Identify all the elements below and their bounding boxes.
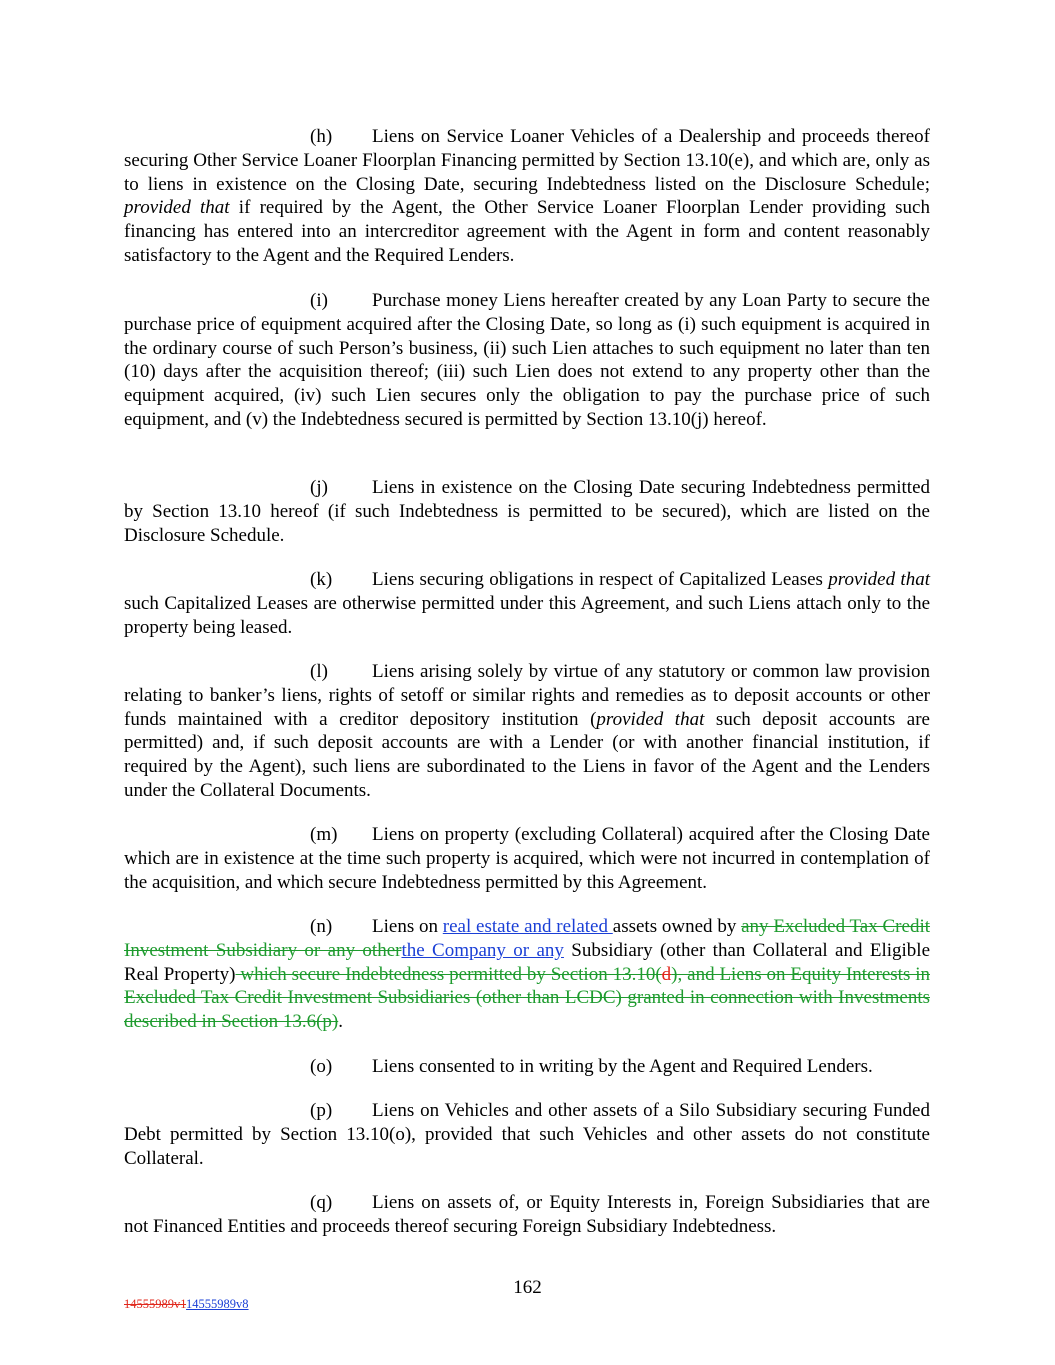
- inserted-text: real estate and related: [442, 916, 613, 937]
- paragraph-l: [124, 660, 930, 803]
- paragraph-h: [124, 125, 930, 268]
- paragraph-text: Liens on: [372, 916, 443, 937]
- paragraph-label: (p): [310, 1100, 333, 1121]
- paragraph-text: Liens on assets of, or Equity Interests in, Foreign Subsidiaries that are not Financed Entities and proceeds thereof securing Foreign Subsidiary Indebtedness.: [124, 1192, 930, 1237]
- paragraph-label: (n): [310, 916, 333, 937]
- paragraph-text: assets owned by: [612, 916, 742, 937]
- italic-text: provided that: [124, 197, 230, 219]
- paragraph-text: Liens on property (excluding Collateral) acquired after the Closing Date which are in existence at the time such property is acquired, which were not incurred in contemplation of the acquisition, and which secure Indebtedness permitted by this Agreement.: [124, 824, 930, 893]
- paragraph-text: Subsidiary (other than Collateral and Eligible Real Property): [124, 939, 930, 985]
- deleted-text-red: d: [661, 963, 672, 985]
- paragraph-text: Liens securing obligations in respect of Capitalized Leases: [372, 569, 829, 590]
- paragraph-label: (l): [310, 661, 328, 682]
- paragraph-j: [124, 476, 930, 547]
- paragraph-label: (m): [310, 824, 338, 845]
- paragraph-text: Liens consented to in writing by the Agent and Required Lenders.: [372, 1056, 873, 1077]
- paragraph-text: such Capitalized Leases are otherwise permitted under this Agreement, and such Liens attach only to the property being leased.: [124, 592, 930, 638]
- paragraph-i: [124, 289, 930, 432]
- paragraph-k: [124, 568, 930, 639]
- paragraph-text: Liens on Vehicles and other assets of a Silo Subsidiary securing Funded Debt permitted by Section 13.10(o), provided that such Vehicles and other assets do not constitute Collateral.: [124, 1100, 930, 1169]
- paragraph-text: Purchase money Liens hereafter created by any Loan Party to secure the purchase price of equipment acquired after the Closing Date, so long as (i) such equipment is acquired in the ordinary course of such Person’s business, (ii) such Lien attaches to such equipment no later than ten (10) days after the acquisition thereof; (iii) such Lien does not extend to any property other than the equipment acquired, (iv) such Lien secures only the obligation to pay the purchase price of such equipment, and (v) the Indebtedness secured is permitted by Section 13.10(j) hereof.: [124, 290, 930, 430]
- paragraph-label: (j): [310, 477, 328, 498]
- deleted-text: ), and Liens on Equity Interests in Excluded Tax Credit Investment Subsidiaries (other than LCDC) granted in connection with Investments described in Section 13.6(p): [124, 963, 930, 1033]
- paragraph-text: such deposit accounts are permitted) and, if such deposit accounts are with a Lender (or with another financial institution, if required by the Agent), such liens are subordinated to the Liens in favor of the Agent and the Lenders under the Collateral Documents.: [124, 708, 930, 801]
- paragraph-text: Liens arising solely by virtue of any statutory or common law provision relating to banker’s liens, rights of setoff or similar rights and remedies as to deposit accounts or other funds maintained with a creditor depository institution (: [124, 661, 930, 730]
- paragraph-text: if required by the Agent, the Other Service Loaner Floorplan Lender providing such financing has entered into an intercreditor agreement with the Agent in form and content reasonably satisfactory to the Agent and the Required Lenders.: [124, 197, 930, 266]
- document-id-inserted: 14555989v8: [186, 1297, 249, 1311]
- paragraph-o: [124, 1055, 930, 1079]
- paragraph-label: (i): [310, 290, 328, 311]
- italic-text: provided that: [828, 569, 930, 590]
- paragraph-label: (q): [310, 1192, 333, 1213]
- italic-text: provided that: [596, 708, 705, 730]
- paragraph-text: .: [338, 1011, 343, 1033]
- paragraph-label: (h): [310, 126, 333, 147]
- paragraph-label: (o): [310, 1056, 333, 1077]
- paragraph-m: [124, 823, 930, 894]
- document-id: [124, 1297, 249, 1312]
- deleted-text: which secure Indebtedness permitted by Section 13.10(: [235, 963, 662, 985]
- paragraph-label: (k): [310, 569, 333, 590]
- deleted-text: any Excluded Tax Credit Investment Subsidiary or any other: [124, 916, 931, 961]
- page-number: 162: [513, 1277, 542, 1298]
- paragraph-p: [124, 1099, 930, 1170]
- document-id-deleted: 14555989v1: [124, 1297, 187, 1311]
- paragraph-n: [124, 915, 930, 1034]
- paragraph-text: Liens on Service Loaner Vehicles of a Dealership and proceeds thereof securing Other Service Loaner Floorplan Financing permitted by Section 13.10(e), and which are, only as to liens in existence on the Closing Date, securing Indebtedness listed on the Disclosure Schedule;: [124, 126, 930, 195]
- paragraph-q: [124, 1191, 930, 1239]
- paragraph-text: Liens in existence on the Closing Date securing Indebtedness permitted by Section 13.10 hereof (if such Indebtedness is permitted to be secured), which are listed on the Disclosure Schedule.: [124, 477, 930, 546]
- inserted-text: the Company or any: [401, 939, 564, 961]
